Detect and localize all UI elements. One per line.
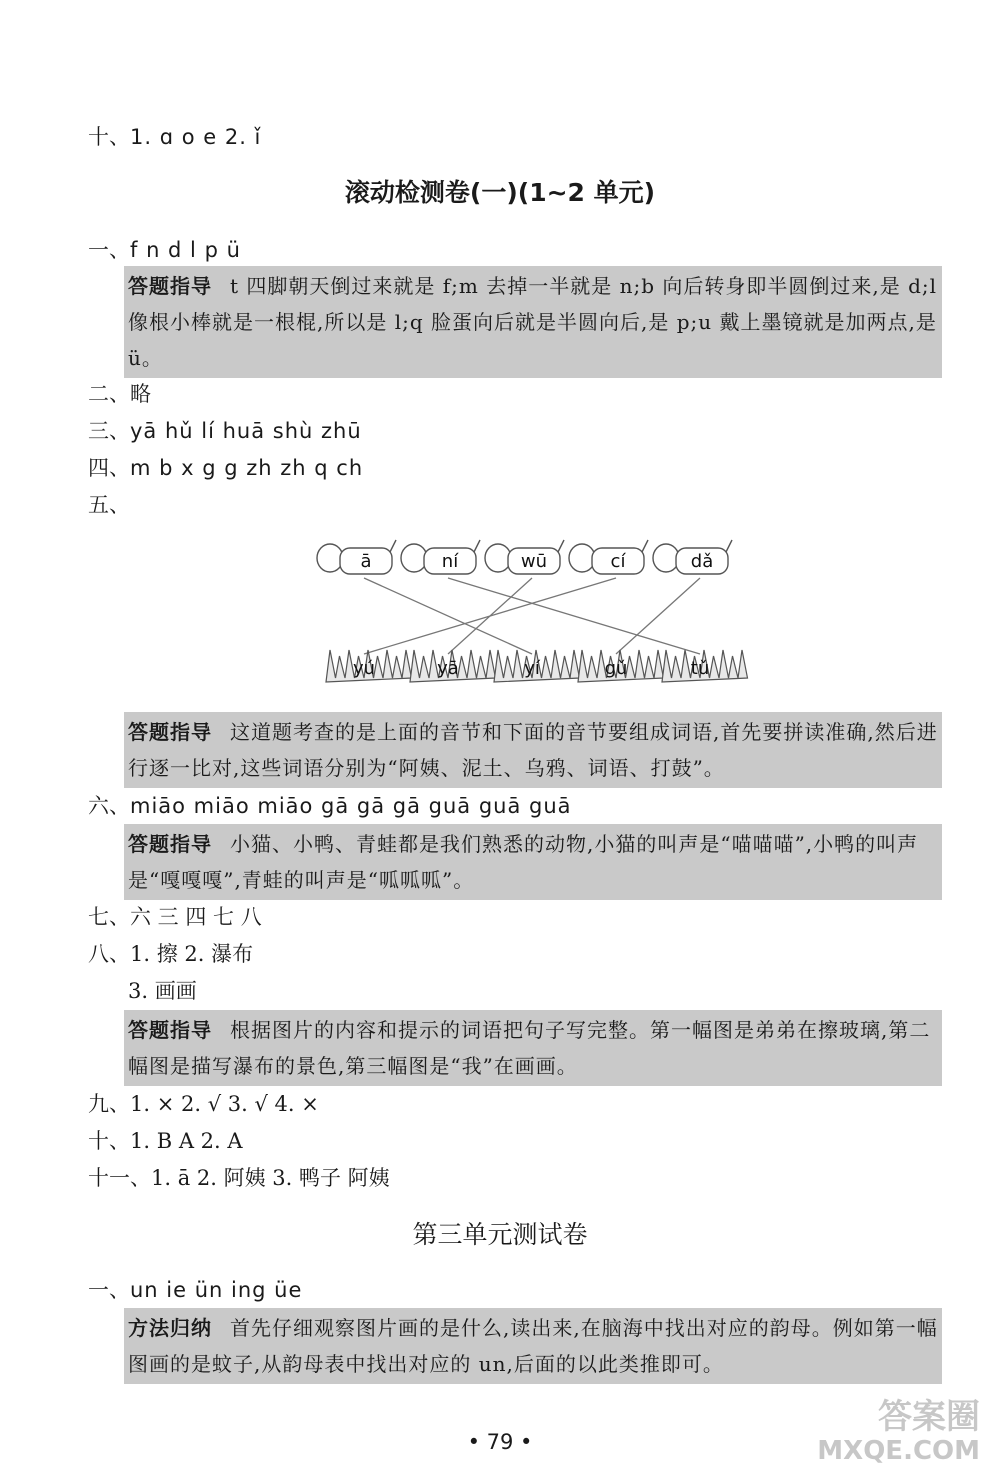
guidance-box-1: 答题指导 t 四脚朝天倒过来就是 f;m 去掉一半就是 n;b 向后转身即半圆倒过来,是 d;l 像根小棒就是一根棍,所以是 l;q 脸蛋向后就是半圆向后,是 p;u 戴上墨镜就是加两点,是 ü。 [124,266,942,378]
cow-card [653,540,732,574]
cow-head-icon [317,544,343,572]
guidance-box-5: 答题指导 这道题考查的是上面的音节和下面的音节要组成词语,首先要拼读准确,然后进行逐一比对,这些词语分别为“阿姨、泥土、乌鸦、词语、打鼓”。 [124,712,942,788]
diagram-top-items [317,540,732,574]
cow-head-icon [569,544,595,572]
cow-head-icon [485,544,511,572]
answer-line-5: 五、 [88,493,130,517]
answer-line-7: 七、六 三 四 七 八 [88,905,262,929]
cow-card [401,540,480,574]
method-tag: 方法归纳 [128,1316,212,1340]
bottom-syllable: gǔ [604,658,628,679]
grass-card [326,650,412,682]
section-title-unit-3: 第三单元测试卷 [412,1220,588,1249]
answer-line-9: 九、1. × 2. √ 3. √ 4. × [88,1092,319,1116]
method-summary-box: 方法归纳 首先仔细观察图片画的是什么,读出来,在脑海中找出对应的韵母。例如第一幅图画的是蚊子,从韵母表中找出对应的 un,后面的以此类推即可。 [124,1308,942,1384]
answer-line-10-top: 十、1. ɑ o e 2. ǐ [88,125,262,149]
diagram-bottom-items [326,650,748,682]
watermark: 答案圈 MXQE.COM [817,1397,980,1466]
bottom-syllable: yú [352,658,376,679]
cow-head-icon [653,544,679,572]
section-title-rolling-test: 滚动检测卷(一)(1~2 单元) [344,178,656,207]
answer-line-10: 十、1. B A 2. A [88,1129,243,1153]
answer-line-8b: 3. 画画 [128,979,197,1003]
grass-card [578,650,664,682]
bottom-syllable: yí [524,658,540,679]
bottom-syllable: yā [437,658,459,679]
guidance-tag: 答题指导 [128,1018,212,1042]
top-syllable: wū [520,551,548,572]
answer-line-1: 一、f n d l p ü [88,238,241,262]
top-syllable: ní [441,551,459,572]
cow-tail-icon [474,540,480,552]
answer-line-u3-1: 一、un ie ün ing üe [88,1278,303,1302]
top-syllable: ā [360,551,372,572]
cow-tail-icon [642,540,648,552]
bottom-syllable: tǔ [690,658,710,679]
match-line [364,578,616,654]
cow-tail-icon [390,540,396,552]
top-syllable: cí [610,551,626,572]
cow-tail-icon [726,540,732,552]
matching-diagram [300,522,760,700]
cow-head-icon [401,544,427,572]
page-number: • 79 • [467,1430,533,1454]
cow-card [569,540,648,574]
guidance-tag: 答题指导 [128,832,212,856]
match-line [364,578,532,654]
answer-line-4: 四、m b x g g zh zh q ch [88,456,364,480]
diagram-links [364,578,700,654]
answer-line-6: 六、miāo miāo miāo gā gā gā guā guā guā [88,794,572,818]
grass-card [494,650,580,682]
match-line [616,578,700,654]
guidance-box-6: 答题指导 小猫、小鸭、青蛙都是我们熟悉的动物,小猫的叫声是“喵喵喵”,小鸭的叫声是“嘎嘎嘎”,青蛙的叫声是“呱呱呱”。 [124,824,942,900]
answer-line-2: 二、略 [88,382,151,406]
top-syllable: dǎ [690,551,714,572]
guidance-box-8: 答题指导 根据图片的内容和提示的词语把句子写完整。第一幅图是弟弟在擦玻璃,第二幅图是描写瀑布的景色,第三幅图是“我”在画画。 [124,1010,942,1086]
grass-card [410,650,496,682]
answer-line-8: 八、1. 擦 2. 瀑布 [88,942,254,966]
answer-line-3: 三、yā hǔ lí huā shù zhū [88,419,362,443]
guidance-tag: 答题指导 [128,720,212,744]
cow-tail-icon [558,540,564,552]
cow-card [317,540,396,574]
match-line [448,578,700,654]
cow-card [485,540,564,574]
answer-line-11: 十一、1. ā 2. 阿姨 3. 鸭子 阿姨 [88,1166,390,1190]
grass-card [662,650,748,682]
guidance-tag: 答题指导 [128,274,212,298]
